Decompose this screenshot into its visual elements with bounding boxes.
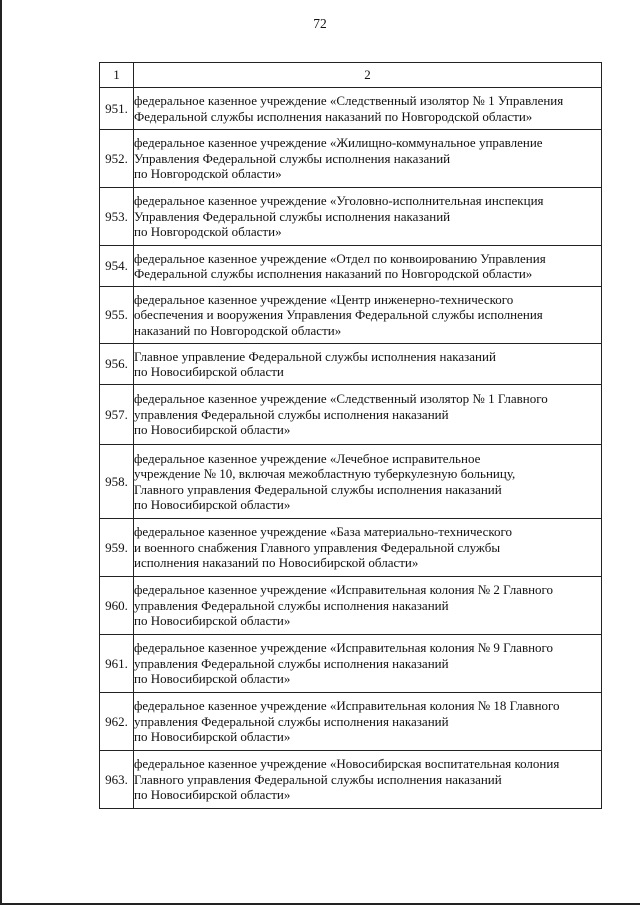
row-text: федеральное казенное учреждение «Уголовно-исполнительная инспекция Управления Федеральной службы исполнения наказаний по Новгородской области» [134,188,602,246]
row-number: 953. [100,188,134,246]
row-number: 955. [100,287,134,344]
row-text: федеральное казенное учреждение «База материально-технического и военного снабжения Главного управления Федеральной службы исполнения наказаний по Новосибирской области» [134,519,602,577]
row-text: федеральное казенное учреждение «Следственный изолятор № 1 Управления Федеральной службы исполнения наказаний по Новгородской области» [134,88,602,130]
row-text: федеральное казенное учреждение «Исправительная колония № 18 Главного управления Федеральной службы исполнения наказаний по Новосибирской области» [134,693,602,751]
table-header-row [100,63,602,88]
row-text: федеральное казенное учреждение «Жилищно-коммунальное управление Управления Федеральной службы исполнения наказаний по Новгородской области» [134,130,602,188]
row-number: 951. [100,88,134,130]
table-row [100,635,602,693]
table-row [100,246,602,287]
table-row [100,751,602,809]
table-row [100,577,602,635]
institutions-table [99,62,602,809]
row-text: федеральное казенное учреждение «Лечебное исправительное учреждение № 10, включая межобластную туберкулезную больницу, Главного управления Федеральной службы исполнения наказаний по Новосибирской области» [134,445,602,519]
row-number: 958. [100,445,134,519]
row-number: 952. [100,130,134,188]
table-row [100,385,602,445]
column-header-number: 1 [100,63,134,88]
row-number: 954. [100,246,134,287]
row-number: 961. [100,635,134,693]
row-text: федеральное казенное учреждение «Новосибирская воспитательная колония Главного управления Федеральной службы исполнения наказаний по Новосибирской области» [134,751,602,809]
table-row [100,519,602,577]
row-text: федеральное казенное учреждение «Следственный изолятор № 1 Главного управления Федеральной службы исполнения наказаний по Новосибирской области» [134,385,602,445]
row-text: федеральное казенное учреждение «Отдел по конвоированию Управления Федеральной службы исполнения наказаний по Новгородской области» [134,246,602,287]
row-number: 960. [100,577,134,635]
table-row [100,188,602,246]
row-number: 962. [100,693,134,751]
table-row [100,130,602,188]
row-text: федеральное казенное учреждение «Исправительная колония № 9 Главного управления Федеральной службы исполнения наказаний по Новосибирской области» [134,635,602,693]
row-number: 959. [100,519,134,577]
page-number: 72 [313,16,327,31]
column-header-name: 2 [134,63,602,88]
row-text: федеральное казенное учреждение «Исправительная колония № 2 Главного управления Федеральной службы исполнения наказаний по Новосибирской области» [134,577,602,635]
table-row [100,344,602,385]
row-number: 956. [100,344,134,385]
row-text: федеральное казенное учреждение «Центр инженерно-технического обеспечения и вооружения Управления Федеральной службы исполнения наказаний по Новгородской области» [134,287,602,344]
table-row [100,693,602,751]
row-number: 957. [100,385,134,445]
row-number: 963. [100,751,134,809]
table-row [100,445,602,519]
table-row [100,287,602,344]
row-text: Главное управление Федеральной службы исполнения наказаний по Новосибирской области [134,344,602,385]
table-row [100,88,602,130]
